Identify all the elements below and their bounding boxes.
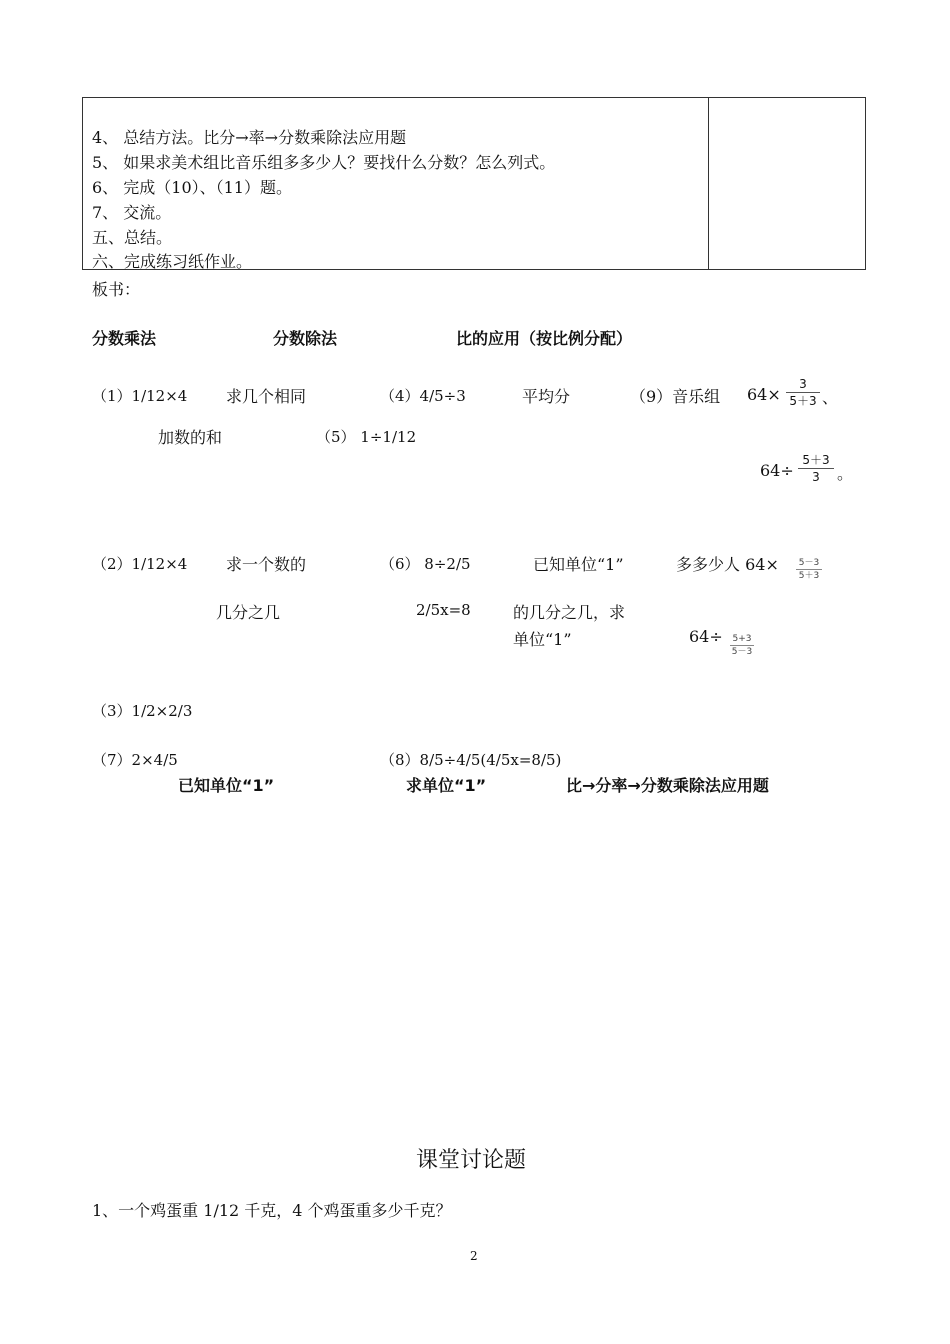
item-2-description: 求一个数的 bbox=[226, 555, 307, 574]
lesson-plan-table bbox=[82, 97, 866, 270]
item-1-description: 求几个相同 bbox=[226, 387, 307, 406]
discussion-title: 课堂讨论题 bbox=[416, 1148, 527, 1173]
fraction-3-over-5-plus-3 bbox=[786, 377, 820, 408]
item-3-expression: （3）1/2×2/3 bbox=[92, 702, 193, 720]
table-line: 六、完成练习纸作业。 bbox=[92, 252, 253, 271]
summary-find-unit: 求单位“1” bbox=[406, 776, 487, 795]
fraction-numerator: 5－3 bbox=[798, 558, 820, 568]
fraction-5-minus-3-over-5-plus-3 bbox=[796, 558, 822, 581]
item-9-multiply: 64× bbox=[747, 385, 781, 404]
discussion-question-1: 1、一个鸡蛋重 1/12 千克，4 个鸡蛋重多少千克？ bbox=[92, 1201, 452, 1220]
page-number: 2 bbox=[470, 1249, 478, 1263]
item-9-period: 。 bbox=[837, 464, 854, 483]
item-4-expression: （4）4/5÷3 bbox=[380, 387, 466, 405]
more-less-label: 多多少人 64× bbox=[676, 555, 779, 574]
fraction-numerator: 3 bbox=[799, 377, 807, 391]
item-7-expression: （7）2×4/5 bbox=[92, 751, 178, 769]
table-column-divider bbox=[708, 98, 709, 269]
fraction-numerator: 5+3 bbox=[732, 634, 752, 644]
table-line: 5、 如果求美术组比音乐组多多少人？要找什么分数？怎么列式。 bbox=[92, 153, 556, 172]
item-6-equation: 2/5x=8 bbox=[416, 601, 471, 619]
item-6-description: 已知单位“1” bbox=[533, 555, 624, 574]
fraction-denominator: 5－3 bbox=[731, 647, 753, 657]
fraction-numerator: 5＋3 bbox=[802, 453, 830, 467]
fraction-5-plus-3-over-3 bbox=[798, 453, 834, 484]
table-line: 7、 交流。 bbox=[92, 203, 172, 222]
fraction-bar bbox=[798, 468, 834, 469]
item-4-description: 平均分 bbox=[522, 387, 571, 406]
header-ratio: 比的应用（按比例分配） bbox=[456, 329, 633, 348]
item-2-expression: （2）1/12×4 bbox=[92, 555, 188, 573]
item-8-expression: （8）8/5÷4/5(4/5x=8/5) bbox=[380, 751, 562, 769]
header-division: 分数除法 bbox=[273, 329, 338, 348]
header-multiplication: 分数乘法 bbox=[92, 329, 157, 348]
item-1-description-cont: 加数的和 bbox=[158, 428, 223, 447]
fraction-bar bbox=[796, 569, 822, 570]
more-less-divide: 64÷ bbox=[689, 627, 723, 646]
item-2-description-cont: 几分之几 bbox=[216, 603, 281, 622]
fraction-denominator: 5＋3 bbox=[789, 394, 817, 408]
item-6-expression: （6） 8÷2/5 bbox=[380, 555, 471, 573]
item-6-description-end: 单位“1” bbox=[513, 630, 572, 649]
table-line: 6、 完成（10）、（11）题。 bbox=[92, 178, 292, 197]
item-9-divide: 64÷ bbox=[760, 461, 794, 480]
summary-flow: 比→分率→分数乘除法应用题 bbox=[566, 776, 769, 795]
table-line: 4、 总结方法。比分→率→分数乘除法应用题 bbox=[92, 128, 407, 147]
item-9-separator: 、 bbox=[822, 388, 839, 407]
fraction-bar bbox=[730, 645, 754, 646]
table-line: 五、总结。 bbox=[92, 228, 173, 247]
fraction-denominator: 5＋3 bbox=[798, 571, 820, 581]
board-label: 板书： bbox=[92, 280, 141, 299]
item-5-expression: （5） 1÷1/12 bbox=[316, 428, 417, 446]
fraction-bar bbox=[786, 392, 820, 393]
summary-known-unit: 已知单位“1” bbox=[178, 776, 275, 795]
fraction-5-plus-3-over-5-minus-3 bbox=[730, 634, 754, 657]
item-1-expression: （1）1/12×4 bbox=[92, 387, 188, 405]
item-9-label: （9）音乐组 bbox=[630, 387, 721, 406]
fraction-denominator: 3 bbox=[812, 470, 820, 484]
item-6-description-cont: 的几分之几，求 bbox=[513, 603, 626, 622]
